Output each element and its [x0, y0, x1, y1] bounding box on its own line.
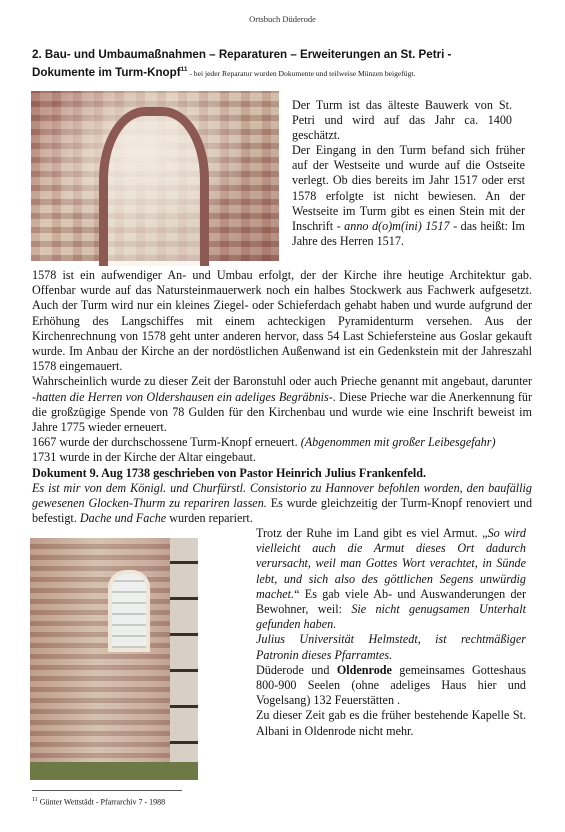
footnote-ref: 11: [180, 66, 188, 73]
paragraph-armut: Trotz der Ruhe im Land gibt es viel Armut. „So wird vielleicht auch die Armut dieses Ort dadurch verursacht, weil man Gottes Wort verachtet, in Sünde lebt, und sich also des göttlichen Segens unwürdig machet.“ Es gab viele Ab- und Auswanderungen der Bewohner, weil: Sie nicht genugsamen Unterhalt gefunden haben.: [256, 526, 526, 632]
timber-frame: [170, 538, 198, 780]
lower-text: [256, 526, 526, 739]
window: [108, 570, 150, 652]
heading-line-2: Dokumente im Turm-Knopf: [32, 65, 181, 79]
grass: [30, 762, 198, 780]
intro-paragraph-1: Der Turm ist das älteste Bauwerk von St. Petri und wird auf das Jahr ca. 1400 geschätzt.: [292, 98, 512, 143]
heading-note: - bei jeder Reparatur wurden Dokumente und teilweise Münzen beigefügt.: [187, 68, 416, 78]
paragraph-baronstuhl: Wahrscheinlich wurde zu dieser Zeit der Baronstuhl oder auch Prieche genannt mit angebaut, darunter -hatten die Herren von Oldershausen ein adeliges Begräbnis-. Diese Prieche war die Anerkennung für die großzügige Spende von 78 Gulden für den Kirchenbau und wurde wie eine Inschrift beweist im Jahre 1775 wieder erneuert.: [32, 374, 532, 435]
page-header: Ortsbuch Düderode: [249, 14, 316, 24]
paragraph-kapelle: Zu dieser Zeit gab es die früher bestehende Kapelle St. Albani in Oldenrode nicht mehr.: [256, 708, 526, 738]
paragraph-1731: 1731 wurde in der Kirche der Altar eingebaut.: [32, 450, 256, 465]
tower-window-photo: [30, 538, 198, 780]
paragraph-document: Es ist mir von dem Königl. und Churfürstl. Consistorio zu Hannover befohlen worden, den baufällig gewesenen Glocken-Thurm zu repariren lassen. Es wurde gleichzeitig der Turm-Knopf renoviert und befestigt. Dache und Fache wurden repariert.: [32, 480, 533, 526]
paragraph-patronin: Julius Universität Helmstedt, ist rechtmäßiger Patronin dieses Pfarramtes.: [256, 632, 526, 662]
footnote-rule: [32, 790, 182, 791]
paragraph-1578: 1578 ist ein aufwendiger An- und Umbau erfolgt, der der Kirche ihre heutige Architektur gab. Offenbar wurde auf das Natursteinmauerwerk noch ein halbes Stockwerk aus Fachwerk aufgesetzt. Auch der Turm wird nur ein kleines Ziegel- oder Schieferdach gehabt haben und wurde aufgrund der Erhöhung des Langschiffes mit einem achteckigen Pyramidenturm versehen. Aus der Kirchenrechnung von 1578 geht unter anderen hervor, dass 54 Last Schiefersteine aus Goslar gekauft wurde. Im Anbau der Kirche an der nordöstlichen Außenwand ist ein Gedenkstein mit der Jahreszahl 1578 eingemauert.: [32, 268, 532, 374]
bricked-arch: [99, 107, 209, 266]
document-title: Dokument 9. Aug 1738 geschrieben von Pastor Heinrich Julius Frankenfeld.: [32, 465, 427, 480]
intro-paragraph-2: Der Eingang in den Turm befand sich früher auf der Westseite und wurde auf die Ostseite verlegt. Ob dies bereits im Jahr 1517 oder erst 1578 erfolgte ist nicht bewiesen. An der Westseite im Turm gibt es einen Stein mit der Inschrift - anno d(o)m(ini) 1517 - das heißt: Im Jahre des Herren 1517.: [292, 143, 525, 249]
paragraph-gotteshaus: Düderode und Oldenrode gemeinsames Gotteshaus 800-900 Seelen (ohne adeliges Haus hier und Vogelsang) 132 Feuerstätten .: [256, 662, 526, 708]
main-text: [32, 268, 532, 526]
section-heading: [32, 47, 542, 81]
tower-doorway-photo: [31, 91, 279, 261]
heading-line-1: 2. Bau- und Umbaumaßnahmen – Reparaturen – Erweiterungen an St. Petri -: [32, 48, 452, 61]
paragraph-1667: 1667 wurde der durchschossene Turm-Knopf erneuert. (Abgenommen mit großer Leibesgefahr): [32, 435, 496, 450]
footnote: $^{11}$ Günter Wettstädt - Pfarrarchiv 7 - 1988: [32, 797, 166, 807]
